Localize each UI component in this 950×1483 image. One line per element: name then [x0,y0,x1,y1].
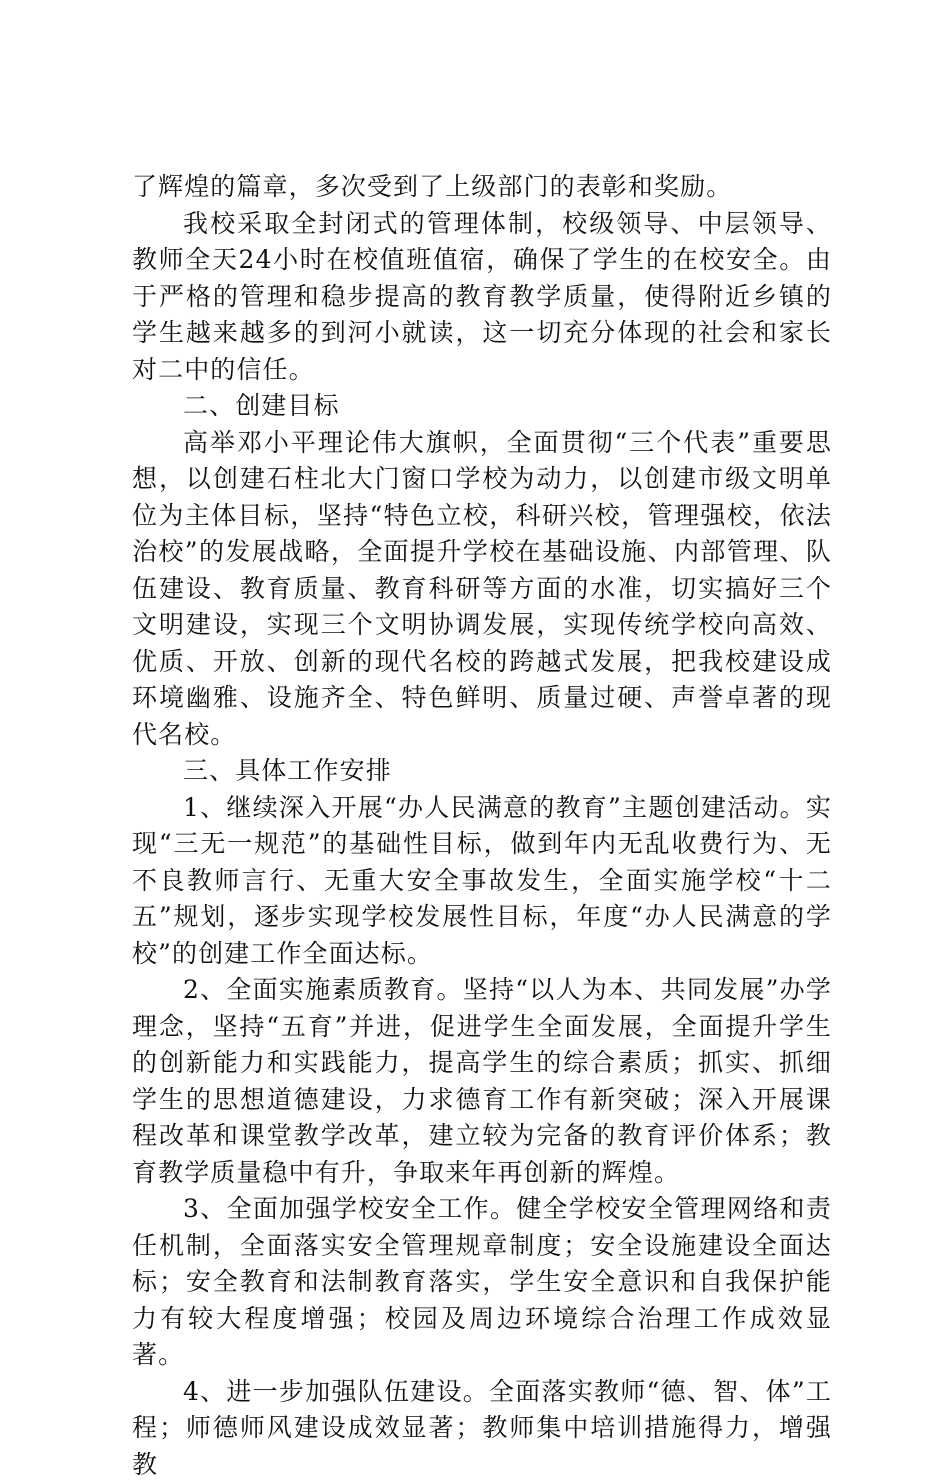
section-heading-goals: 二、创建目标 [132,388,832,425]
paragraph-goals: 高举邓小平理论伟大旗帜，全面贯彻“三个代表”重要思想，以创建石柱北大门窗口学校为动力，以创建市级文明单位为主体目标，坚持“特色立校，科研兴校，管理强校，依法治校”的发展战略，全面提升学校在基础设施、内部管理、队伍建设、教育质量、教育科研等方面的水准，切实搞好三个文明建设，实现三个文明协调发展，实现传统学校向高效、优质、开放、创新的现代名校的跨越式发展，把我校建设成环境幽雅、设施齐全、特色鲜明、质量过硬、声誉卓著的现代名校。 [132,425,832,754]
paragraph-item-2: 2、全面实施素质教育。坚持“以人为本、共同发展”办学理念，坚持“五育”并进，促进学生全面发展，全面提升学生的创新能力和实践能力，提高学生的综合素质；抓实、抓细学生的思想道德建设，力求德育工作有新突破；深入开展课程改革和课堂教学改革，建立较为完备的教育评价体系；教育教学质量稳中有升，争取来年再创新的辉煌。 [132,972,832,1191]
paragraph-continuation: 了辉煌的篇章，多次受到了上级部门的表彰和奖励。 [132,169,832,206]
section-heading-work-plan: 三、具体工作安排 [132,753,832,790]
paragraph-item-4: 4、进一步加强队伍建设。全面落实教师“德、智、体”工程；师德师风建设成效显著；教师集中培训措施得力，增强教 [132,1374,832,1483]
paragraph-school-management: 我校采取全封闭式的管理体制，校级领导、中层领导、教师全天24小时在校值班值宿，确保了学生的在校安全。由于严格的管理和稳步提高的教育教学质量，使得附近乡镇的学生越来越多的到河小就读，这一切充分体现的社会和家长对二中的信任。 [132,206,832,389]
paragraph-item-1: 1、继续深入开展“办人民满意的教育”主题创建活动。实现“三无一规范”的基础性目标，做到年内无乱收费行为、无不良教师言行、无重大安全事故发生，全面实施学校“十二五”规划，逐步实现学校发展性目标，年度“办人民满意的学校”的创建工作全面达标。 [132,790,832,973]
document-body [132,169,832,1483]
paragraph-item-3: 3、全面加强学校安全工作。健全学校安全管理网络和责任机制，全面落实安全管理规章制度；安全设施建设全面达标；安全教育和法制教育落实，学生安全意识和自我保护能力有较大程度增强；校园及周边环境综合治理工作成效显著。 [132,1191,832,1374]
